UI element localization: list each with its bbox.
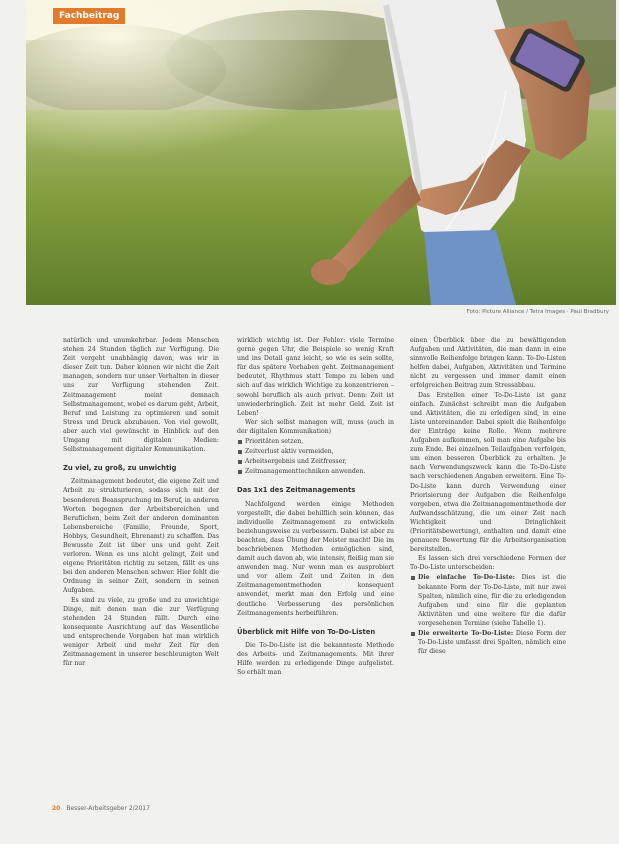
text-column-3 bbox=[410, 336, 566, 657]
section-badge: Fachbeitrag bbox=[53, 8, 125, 24]
list-item-title: Die erweiterte To-Do-Liste: bbox=[418, 630, 514, 637]
section-heading: Zu viel, zu groß, zu unwichtig bbox=[63, 464, 177, 473]
paragraph: Wer sich selbst managen will, muss (auch in der digitalen Kommunikation) bbox=[237, 418, 394, 435]
list-item: Zeitmanagementtechniken anwenden. bbox=[237, 467, 394, 476]
list-item bbox=[410, 629, 566, 656]
text-column-2 bbox=[237, 336, 394, 677]
list-item: Zeitverlust aktiv vermeiden, bbox=[237, 447, 394, 456]
text-column-1 bbox=[63, 336, 219, 668]
publication-name: Besser-Arbeitsgeber 2/2017 bbox=[66, 805, 150, 812]
paragraph: natürlich und unumkehrbar. Jedem Menschen stehen 24 Stunden täglich zur Verfügung. Die Zeit vergeht unabhängig davon, was wir in dieser Zeit tun. Daher können wir nicht die Zeit managen, sondern nur unser Verhalten in dieser uns zur Verfügung stehenden Zeit. Zeitmanagement meint demnach Selbstmanagement, wobei es darum geht, Arbeit, Beruf und Leistung zu optimieren und somit Stress und Druck abzubauen. Von viel gewollt, aber auch viel gewünscht in Hinblick auf den Umgang mit digitalen Medien: Selbstmanagement digitaler Kommunikation. bbox=[63, 337, 219, 454]
paragraph: Es lassen sich drei verschiedene Formen der To-Do-Liste unterscheiden: bbox=[410, 555, 566, 572]
paragraph: Nachfolgend werden einige Methoden vorgestellt, die dabei behilflich sein können, das individuelle Zeitmanagement zu entwickeln beziehungsweise zu verbessern. Dabei ist aber zu beachten, dass Übung der Meister macht! Die im beschriebenen Methoden ermöglichen sind, damit auch davon ab, wie intensiv, fleißig man sie anwenden mag. Nur wenn man es ausprobiert und vor allem Zeit und Zeiten in den Zeitmanagementmethoden konsequent anwendet, merkt man den Erfolg und eine deutliche Verbesserung des persönlichen Zeitmanagements herbeiführen. bbox=[237, 500, 394, 617]
list-item-text: Dies ist die bekannte Form der To-Do-Liste, mit nur zwei Spalten, nämlich eine, für die zu erledigenden Aufgaben und eine für die geplanten Aktivitäten und eine weitere für die dafür vorgesehenen Termine (siehe Tabelle 1). bbox=[418, 574, 567, 627]
list-item bbox=[410, 573, 566, 628]
photo-credit: Foto: Picture Alliance / Tetra Images · Paul Bradbury bbox=[466, 309, 609, 315]
page-number: 20 bbox=[52, 805, 61, 812]
hero-photo bbox=[26, 0, 616, 305]
bullet-list bbox=[237, 437, 394, 476]
list-item-title: Die einfache To-Do-Liste: bbox=[418, 574, 515, 582]
paragraph: wirklich wichtig ist. Der Fehler: viele Termine gerne gegen Uhr, die Beispiele so wenig Kraft und ins Detail ganz leicht, so wie es sein sollte, für das spätere Vorhaben geht. Zeitmanagement bedeutet, Rhythmus statt Tempo zu leben und sich auf das wirklich Wichtige zu konzentrieren – sowohl beruflich als auch privat. Denn: Zeit ist unwiederbringlich. Zeit ist mehr Geld. Zeit ist Leben! bbox=[237, 337, 394, 417]
paragraph: Das Erstellen einer To-Do-Liste ist ganz einfach. Zunächst schreibt man die Aufgaben und Aktivitäten, die zu erledigen sind, in eine Liste untereinander. Dabei spielt die Reihenfolge der Einträge keine Rolle. Wenn mehrere Aufgaben aufkommen, soll man eine Aufgabe bis zum Ende. Bei einzelnen Teilaufgaben verfolgen, um einen besseren Überblick zu erhalten. Je nach Verwendungszweck kann die To-Do-Liste nach verschiedenen Angaben erweitern. Eine To-Do-Liste kann durch Verwendung einer Priorisierung der Aufgaben die Reihenfolge vorgeben, etwa die Zeitmanagementmethode der Aufwandsschätzung, die um einer Zeit nach Wichtigkeit und Dringlichkeit (Prioritätsbewertung), enthalten und damit eine genauere Bewertung für die Arbeitsorganisation bereitstellen. bbox=[410, 391, 566, 554]
list-item: Prioritäten setzen, bbox=[237, 437, 394, 446]
section-heading: Überblick mit Hilfe von To-Do-Listen bbox=[237, 627, 376, 636]
paragraph: Die To-Do-Liste ist die bekannteste Methode des Arbeits- und Zeitmanagements. Mit ihrer Hilfe werden zu erledigende Dinge aufgelistet. So erhält man bbox=[237, 641, 394, 677]
section-heading: Das 1x1 des Zeitmanagements bbox=[237, 486, 356, 495]
runner-photo bbox=[26, 0, 616, 305]
paragraph: Zeitmanagement bedeutet, die eigene Zeit und Arbeit zu strukturieren, sodass sich mit der besonderen Beanspruchung im Beruf, in anderen Worten begegnen der Arbeitsbereichen und Beruflichen, beim Zeit der anderen dominanten Lebensbereiche (Familie, Freunde, Sport, Hobbys, Gesundheit, Ehrenamt) zu schaffen. Das Bewusste Zeit ist über uns und geht Zeit verloren. Wenn es uns nicht gelingt, Zeit und eigene Prioritäten richtig zu setzen, fällt es uns bei den anderen Menschen schwer. Hier fehlt die Ordnung in seiner Zeit, sondern in seinen Aufgaben. bbox=[63, 478, 219, 595]
list-item: Arbeitsergebnis und Zeitfresser, bbox=[237, 457, 394, 466]
paragraph: einen Überblick über die zu bewältigenden Aufgaben und Aktivitäten, die man dann in eine sinnvolle Reihenfolge bringen kann. To-Do-Listen helfen dabei, Aufgaben, Aktivitäten und Termine nicht zu vergessen und immer damit einen erfolgreichen Beitrag zum Stressabbau. bbox=[410, 337, 566, 390]
bullet-list bbox=[410, 573, 566, 656]
paragraph: Es sind zu viele, zu große und zu unwichtige Dinge, mit denen man die zur Verfügung stehenden 24 Stunden füllt. Durch eine konsequente Ausrichtung auf das Wesentliche und entsprechende Vorgaben hat man wirklich weniger Arbeit und mehr Zeit für den Zeitmanagement in unserer beschleunigten Welt für nur bbox=[63, 596, 219, 668]
list-item-text: Diese Form der To-Do-Liste umfasst drei Spalten, nämlich eine für diese bbox=[418, 630, 566, 656]
page-footer bbox=[52, 805, 150, 812]
